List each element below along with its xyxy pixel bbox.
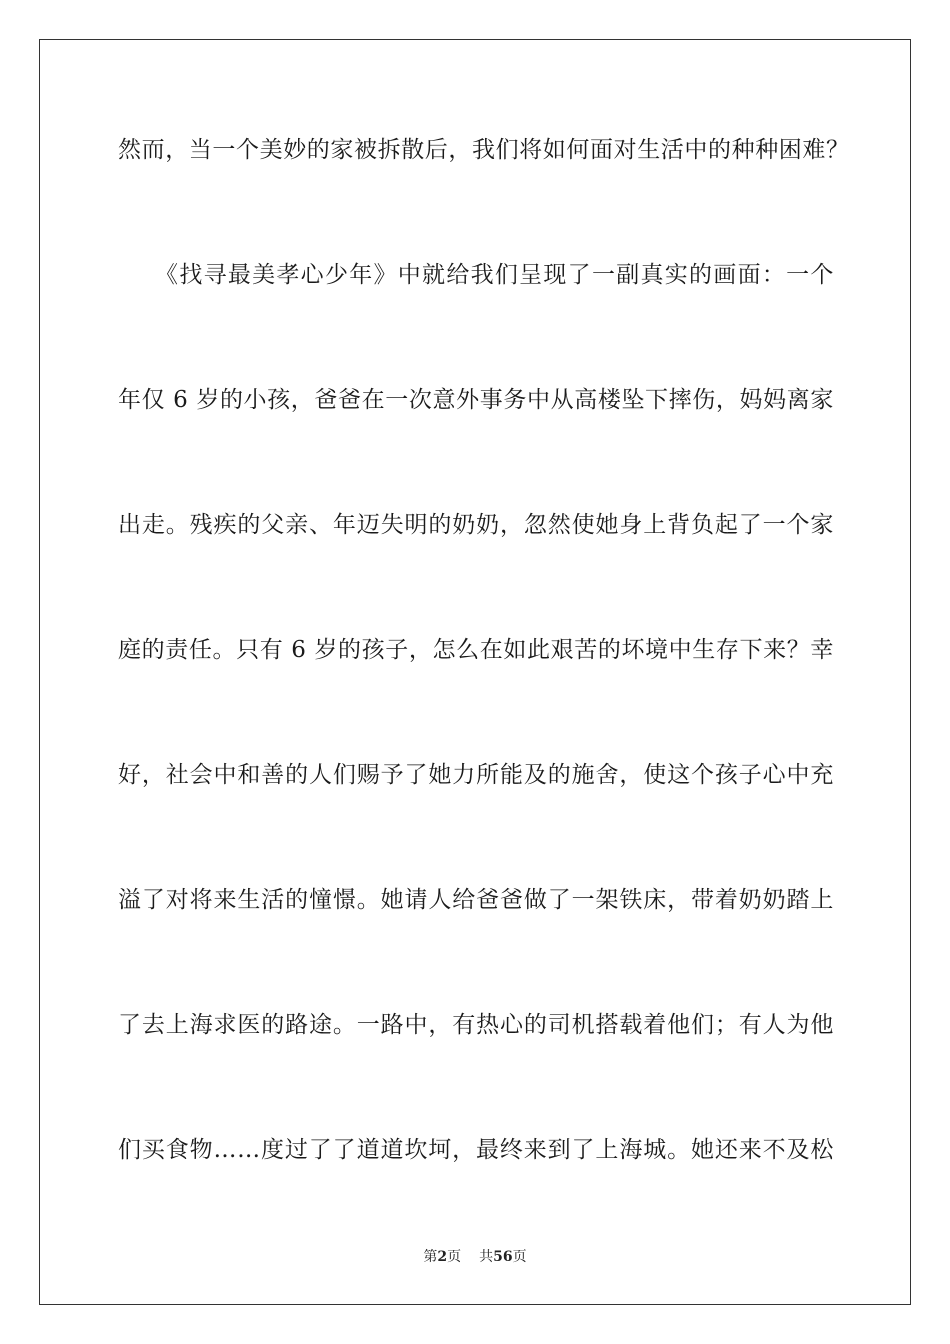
- text-line-4: 出走。残疾的父亲、年迈失明的奶奶，忽然使她身上背负起了一个家: [118, 512, 834, 538]
- text-line-2: 《找寻最美孝心少年》中就给我们呈现了一副真实的画面：一个: [118, 262, 834, 288]
- page-footer: [0, 1248, 950, 1266]
- page-suffix: 页: [447, 1249, 462, 1265]
- total-prefix: 共: [479, 1249, 494, 1265]
- text-line-1: 然而，当一个美妙的家被拆散后，我们将如何面对生活中的种种困难？: [118, 137, 850, 163]
- text-line-5: 庭的责任。只有 6 岁的孩子，怎么在如此艰苦的坏境中生存下来？幸: [118, 637, 834, 663]
- text-line-7: 溢了对将来生活的憧憬。她请人给爸爸做了一架铁床，带着奶奶踏上: [118, 887, 834, 913]
- text-line-8: 了去上海求医的路途。一路中，有热心的司机搭载着他们；有人为他: [118, 1012, 834, 1038]
- text-line-6: 好，社会中和善的人们赐予了她力所能及的施舍，使这个孩子心中充: [118, 762, 834, 788]
- total-pages: 56: [493, 1249, 513, 1265]
- page-prefix: 第: [423, 1249, 438, 1265]
- text-line-9: 们买食物……度过了了道道坎坷，最终来到了上海城。她还来不及松: [118, 1137, 834, 1163]
- text-line-3: 年仅 6 岁的小孩，爸爸在一次意外事务中从高楼坠下摔伤，妈妈离家: [118, 387, 834, 413]
- total-suffix: 页: [512, 1249, 527, 1265]
- page-number: 2: [437, 1249, 448, 1265]
- page-border: [39, 39, 911, 1305]
